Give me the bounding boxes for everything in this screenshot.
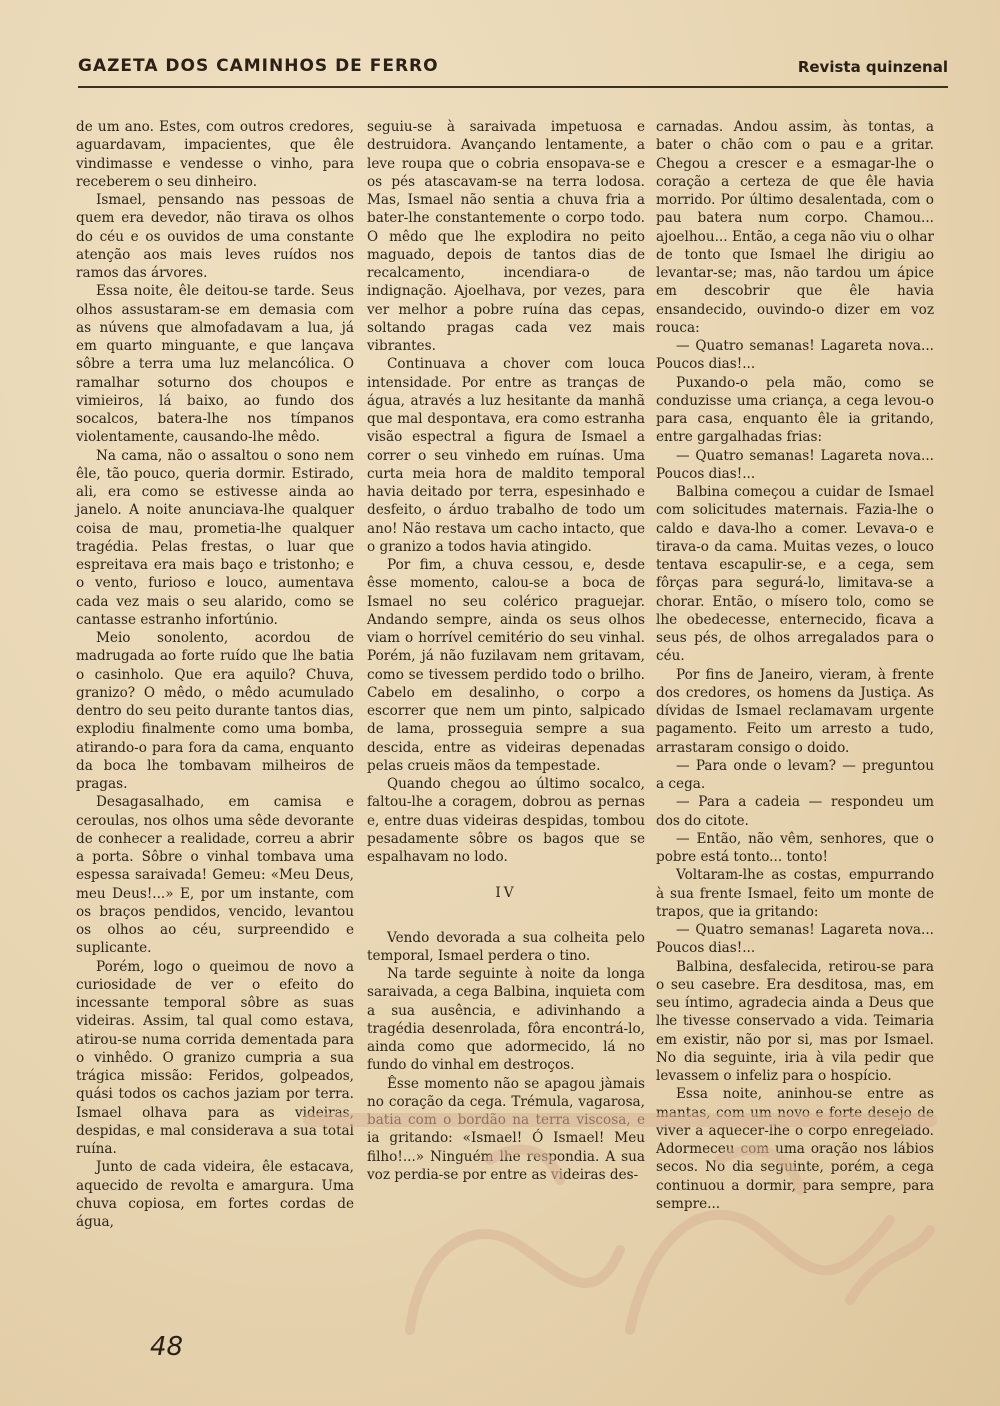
- text-column-1: [76, 118, 354, 1230]
- dialogue-line: — Então, não vêm, senhores, que o pobre está tonto... tonto!: [656, 830, 934, 865]
- paragraph: seguiu-se à saraivada impetuosa e destruidora. Avançando lentamente, a leve roupa que o cobria ensopava-se e os pés atascavam-se na terra lodosa. Mas, Ismael não sentia a chuva fria a bater-lhe constantemente o corpo todo. O mêdo que lhe explodira no peito maguado, depois de tantos dias de recalcamento, incendiara-o de indignação. Ajoelhava, por vezes, para ver melhor a pobre ruína das cepas, soltando pragas cada vez mais vibrantes.: [367, 119, 645, 354]
- page-header: [78, 52, 948, 88]
- paragraph: Quando chegou ao último socalco, faltou-lhe a coragem, dobrou as pernas e, entre duas videiras despidas, tombou pesadamente sôbre os bagos que se espalhavam no lodo.: [367, 776, 645, 865]
- paragraph: Vendo devorada a sua colheita pelo temporal, Ismael perdera o tino.: [367, 929, 645, 964]
- section-heading: IV: [495, 885, 517, 902]
- dialogue-line: — Para a cadeia — respondeu um dos do citote.: [656, 794, 934, 829]
- paragraph: Na tarde seguinte à noite da longa saraivada, a cega Balbina, inquieta com a sua ausência, e adivinhando a tragédia desenrolada, fôra encontrá-lo, ainda como que adormecido, lá no fundo do vinhal em destroços.: [367, 966, 645, 1074]
- publication-title: GAZETA DOS CAMINHOS DE FERRO: [78, 56, 439, 76]
- dialogue-line: — Para onde o levam? — preguntou a cega.: [656, 757, 934, 792]
- text-column-3: [656, 118, 934, 1212]
- publication-subtitle: Revista quinzenal: [797, 58, 948, 76]
- paragraph: Por fim, a chuva cessou, e, desde êsse momento, calou-se a boca de Ismael no seu colérico praguejar. Andando sempre, ainda os seus olhos viam o horrível cemitério do seu vinhal. Porém, já não fuzilavam nem gritavam, como se tivessem perdido todo o brilho. Cabelo em desalinho, o corpo a escorrer que nem um pinto, salpicado de lama, prosseguia sempre a sua descida, entre as videiras depenadas pelas crueis mãos da tempestade.: [367, 557, 645, 774]
- paragraph: Êsse momento não se apagou jàmais no coração da cega. Trémula, vagarosa, batia com o bordão na terra viscosa, e ia gritando: «Ismael! Ó Ismael! Meu filho!...» Ninguém lhe respondia. A sua voz perdia-se por entre as videiras des-: [367, 1075, 645, 1183]
- paragraph: Voltaram-lhe as costas, empurrando à sua frente Ismael, feito um monte de trapos, que ia gritando:: [656, 867, 934, 920]
- dialogue-line: — Quatro semanas! Lagareta nova... Poucos dias!...: [656, 447, 934, 482]
- paragraph: carnadas. Andou assim, às tontas, a bater o chão com o pau e a gritar. Chegou a crescer e a esmagar-lhe o coração a certeza de que êle havia morrido. Por último desalentada, com o pau batera num corpo. Chamou... ajoelhou... Então, a cega não viu o olhar de tonto que Ismael lhe dirigiu ao levantar-se; mas, não tardou um ápice em descobrir que êle havia ensandecido, ouvindo-o dizer em voz rouca:: [656, 119, 934, 336]
- paragraph: Essa noite, aninhou-se entre as mantas, com um novo e forte desejo de viver a aquecer-lhe o corpo enregelado. Adormeceu com uma oração nos lábios secos. No dia seguinte, porém, a cega continuou a dormir, para sempre, para sempre...: [656, 1086, 934, 1212]
- dialogue-line: — Quatro semanas! Lagareta nova... Poucos dias!...: [656, 922, 934, 957]
- paragraph: Balbina, desfalecida, retirou-se para o seu casebre. Era desditosa, mas, em seu íntimo, agradecia ainda a Deus que lhe tivesse conservado a vida. Teimaria em existir, não por si, mas por Ismael. No dia seguinte, iria à vila pedir que levassem o infeliz para o hospício.: [656, 958, 934, 1084]
- paragraph: de um ano. Estes, com outros credores, aguardavam, impacientes, que êle vindimasse e vendesse o vinho, para receberem o seu dinheiro.: [76, 119, 354, 190]
- faded-illustration: [290, 1100, 950, 1340]
- paragraph: Porém, logo o queimou de novo a curiosidade de ver o efeito do incessante temporal sôbre as suas videiras. Assim, tal qual como estava, atirou-se numa corrida dementada para o vinhêdo. O granizo cumpria a sua trágica missão: Feridos, golpeados, quási todos os cachos jaziam por terra. Ismael olhava para as videiras, despidas, e mal considerava a sua total ruína.: [76, 958, 354, 1157]
- paragraph: Meio sonolento, acordou de madrugada ao forte ruído que lhe batia o casinholo. Que era aquilo? Chuva, granizo? O mêdo, o mêdo acumulado dentro do seu peito durante tantos dias, explodiu finalmente como uma bomba, atirando-o para fora da cama, enquanto da boca lhe tombavam milheiros de pragas.: [76, 630, 354, 792]
- paragraph: Puxando-o pela mão, como se conduzisse uma criança, a cega levou-o para casa, enquanto êle ia gritando, entre gargalhadas frias:: [656, 374, 934, 446]
- paragraph: Na cama, não o assaltou o sono nem êle, tão pouco, queria dormir. Estirado, ali, era como se estivesse ainda ao janelo. A noite anunciava-lhe qualquer coisa de mau, prometia-lhe qualquer tragédia. Pelas frestas, o luar que espreitava era mais baço e tristonho; e o vento, furioso e louco, aumentava cada vez mais o seu alarido, como se cantasse estranho infortúnio.: [76, 447, 354, 628]
- paragraph: Balbina começou a cuidar de Ismael com solicitudes maternais. Fazia-lhe o caldo e dava-lho a comer. Levava-o e tirava-o da cama. Muitas vezes, o louco tentava escapulir-se, e a cega, sem fôrças para segurá-lo, limitava-se a chorar. Então, o mísero tolo, como se lhe obedecesse, enternecido, ficava a seus pés, de olhos arregalados para o céu.: [656, 484, 934, 665]
- paragraph: Ismael, pensando nas pessoas de quem era devedor, não tirava os olhos do céu e os ouvidos de uma constante atenção aos mais leves ruídos nos ramos das árvores.: [76, 192, 354, 281]
- page-number: 48: [150, 1332, 184, 1362]
- paragraph: Essa noite, êle deitou-se tarde. Seus olhos assustaram-se em demasia com as núvens que almofadavam a lua, já em quarto minguante, e que lançava sôbre a terra uma luz melancólica. O ramalhar soturno dos choupos e vimieiros, lá baixo, ao fundo dos socalcos, batera-lhe nos tímpanos violentamente, causando-lhe mêdo.: [76, 283, 354, 446]
- paragraph: Junto de cada videira, êle estacava, aquecido de revolta e amargura. Uma chuva copiosa, em fortes cordas de água,: [76, 1159, 354, 1230]
- paragraph: Continuava a chover com louca intensidade. Por entre as tranças de água, através a luz hesitante da manhã que mal despontava, era como estranha visão espectral a figura de Ismael a correr o seu vinhedo em ruínas. Uma curta meia hora de maldito temporal havia deitado por terra, espesinhado e desfeito, o árduo trabalho de todo um ano! Não restava um cacho intacto, que o granizo a todos havia atingido.: [367, 356, 645, 555]
- text-column-2: [367, 118, 645, 1183]
- paragraph: Desagasalhado, em camisa e ceroulas, nos olhos uma sêde devorante de conhecer a realidade, correu a abrir a porta. Sôbre o vinhal tombava uma espessa saraivada! Gemeu: «Meu Deus, meu Deus!...» E, por um instante, com os braços pendidos, vencido, levantou os olhos ao céu, surpreendido e suplicante.: [76, 794, 354, 957]
- paragraph: Por fins de Janeiro, vieram, à frente dos credores, os homens da Justiça. As dívidas de Ismael reclamavam urgente pagamento. Feito um arresto a tudo, arrastaram consigo o doido.: [656, 666, 934, 756]
- dialogue-line: — Quatro semanas! Lagareta nova... Poucos dias!...: [656, 338, 934, 373]
